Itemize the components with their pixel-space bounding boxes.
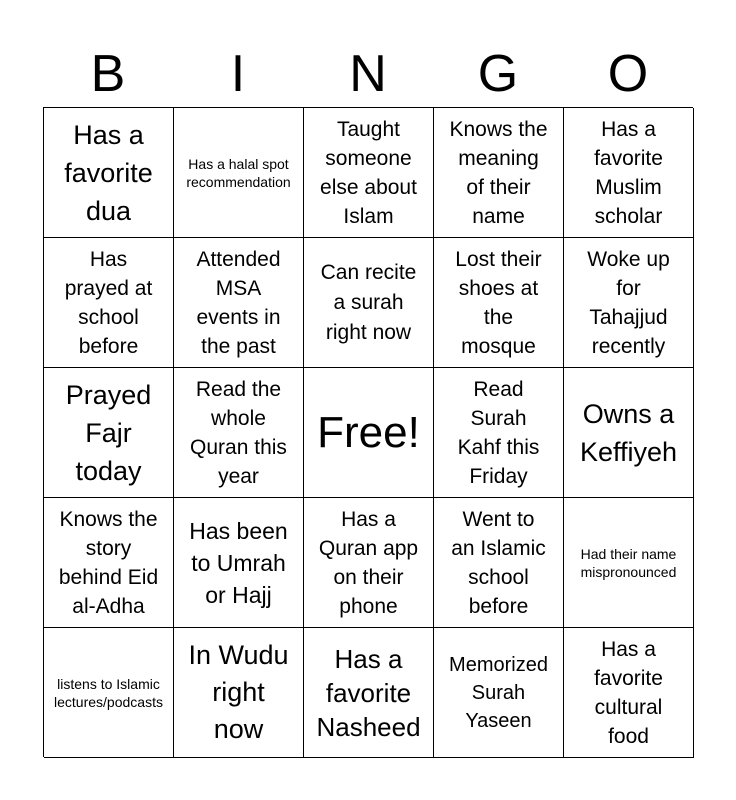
- cell-text: Has been to Umrah or Hajj: [189, 517, 288, 608]
- bingo-cell[interactable]: [304, 108, 434, 238]
- cell-text: Has a favorite dua: [64, 119, 153, 226]
- header-letter-b: B: [90, 45, 126, 103]
- bingo-cell[interactable]: [564, 498, 694, 628]
- bingo-cell[interactable]: [44, 108, 174, 238]
- cell-text: Owns a Keffiyeh: [579, 398, 678, 467]
- bingo-cell[interactable]: [564, 238, 694, 368]
- cell-text: Has a Quran app on their phone: [318, 507, 419, 618]
- bingo-grid: [43, 107, 693, 757]
- cell-text: Has prayed at school before: [64, 247, 153, 358]
- cell-text: Has a halal spot recommendation: [186, 155, 291, 190]
- bingo-cell[interactable]: [564, 368, 694, 498]
- bingo-cell[interactable]: [174, 238, 304, 368]
- cell-text: listens to Islamic lectures/podcasts: [54, 675, 163, 710]
- bingo-cell[interactable]: [44, 628, 174, 758]
- cell-text: Knows the meaning of their name: [449, 117, 548, 228]
- bingo-cell[interactable]: [304, 238, 434, 368]
- cell-text: Has a favorite Muslim scholar: [594, 117, 663, 228]
- cell-text: Woke up for Tahajjud recently: [587, 247, 670, 358]
- bingo-cell[interactable]: [44, 368, 174, 498]
- bingo-cell[interactable]: [304, 498, 434, 628]
- bingo-cell[interactable]: [174, 368, 304, 498]
- cell-text: Read Surah Kahf this Friday: [457, 377, 540, 488]
- bingo-cell[interactable]: [304, 628, 434, 758]
- free-space[interactable]: [304, 368, 434, 498]
- header-letter-i: I: [230, 45, 246, 103]
- cell-text: Knows the story behind Eid al-Adha: [58, 507, 159, 618]
- cell-text: Can recite a surah right now: [320, 260, 417, 344]
- bingo-cell[interactable]: [174, 108, 304, 238]
- bingo-cell[interactable]: [174, 628, 304, 758]
- cell-text: Attended MSA events in the past: [196, 247, 281, 358]
- cell-text: Went to an Islamic school before: [451, 507, 546, 618]
- header-letter-g: G: [477, 45, 519, 103]
- bingo-cell[interactable]: [434, 108, 564, 238]
- bingo-header: [43, 40, 693, 108]
- bingo-cell[interactable]: [44, 238, 174, 368]
- bingo-cell[interactable]: [434, 368, 564, 498]
- bingo-cell[interactable]: [174, 498, 304, 628]
- bingo-cell[interactable]: [564, 628, 694, 758]
- cell-text: Has a favorite cultural food: [594, 637, 663, 748]
- cell-text: Taught someone else about Islam: [320, 117, 417, 228]
- header-letter-n: N: [349, 45, 387, 103]
- bingo-cell[interactable]: [564, 108, 694, 238]
- bingo-cell[interactable]: [434, 628, 564, 758]
- bingo-cell[interactable]: [44, 498, 174, 628]
- header-letter-o: O: [607, 45, 649, 103]
- free-space-label: Free!: [317, 407, 420, 457]
- cell-text: Had their name mispronounced: [580, 545, 677, 580]
- bingo-cell[interactable]: [434, 498, 564, 628]
- cell-text: Read the whole Quran this year: [190, 377, 287, 488]
- cell-text: Lost their shoes at the mosque: [455, 247, 542, 358]
- cell-text: In Wudu right now: [188, 640, 289, 744]
- bingo-cell[interactable]: [434, 238, 564, 368]
- cell-text: Prayed Fajr today: [65, 379, 152, 486]
- cell-text: Has a favorite Nasheed: [316, 643, 421, 742]
- cell-text: Memorized Surah Yaseen: [449, 653, 548, 732]
